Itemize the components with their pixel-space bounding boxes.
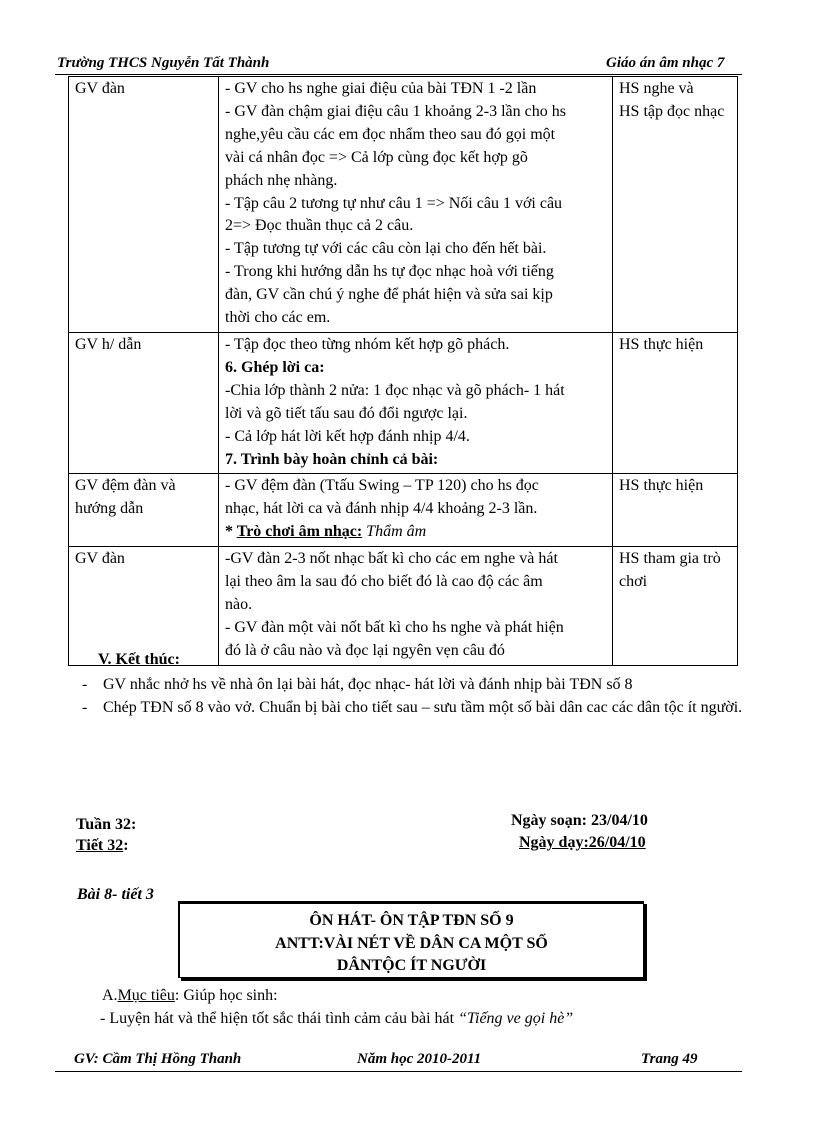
student-activity-cell: [613, 332, 738, 473]
teacher-activity: GV h/ dẫn: [75, 335, 142, 353]
game-name: Thẩm âm: [362, 523, 427, 541]
content-cell: [219, 77, 613, 333]
period-label: [76, 837, 129, 855]
content-line: nào.: [225, 595, 253, 613]
game-bullet: *: [225, 523, 237, 541]
objectives-rest: : Giúp học sinh:: [174, 987, 278, 1004]
content-cell: [219, 332, 613, 473]
teacher-activity: GV đệm đàn và: [75, 477, 176, 495]
table-row: [69, 547, 738, 666]
section-heading-trinh-bay: 7. Trình bày hoàn chỉnh cả bài:: [225, 450, 439, 468]
lesson-table: [68, 76, 738, 666]
student-activity: HS tập đọc nhạc: [619, 102, 725, 120]
student-activity-cell: [613, 474, 738, 547]
student-activity: HS thực hiện: [619, 335, 704, 353]
teacher-activity-cell: [69, 547, 219, 666]
teaching-date: Ngày dạy:26/04/10: [519, 834, 646, 851]
objectives-heading: [102, 987, 278, 1005]
header-rule: [55, 74, 742, 75]
content-line: - Tập đọc theo từng nhóm kết hợp gõ phách.: [225, 335, 510, 353]
student-activity-cell: [613, 547, 738, 666]
game-line: [225, 521, 606, 544]
content-line: lời và gõ tiết tấu sau đó đổi ngược lại.: [225, 404, 468, 422]
content-line: nghe,yêu cầu các em đọc nhẩm theo sau đó gọi một: [225, 125, 556, 143]
game-label: Trò chơi âm nhạc:: [236, 523, 363, 541]
content-line: 2=> Đọc thuần thục cả 2 câu.: [225, 217, 414, 235]
section-heading-ghep-loi-ca: 6. Ghép lời ca:: [225, 358, 325, 376]
content-line: thời cho các em.: [225, 309, 331, 327]
student-activity: HS thực hiện: [619, 477, 704, 495]
content-line: -Chia lớp thành 2 nửa: 1 đọc nhạc và gõ phách- 1 hát: [225, 381, 565, 399]
table-row: [69, 332, 738, 473]
lesson-number: Bài 8- tiết 3: [77, 886, 154, 903]
teacher-activity-cell: [69, 77, 219, 333]
content-line: -GV đàn 2-3 nốt nhạc bất kì cho các em nghe và hát: [225, 550, 558, 568]
content-line: - Tập tương tự với các câu còn lại cho đến hết bài.: [225, 240, 547, 258]
ket-thuc-heading: [98, 651, 180, 669]
table-row: [69, 77, 738, 333]
objectives-prefix: A.: [102, 987, 118, 1004]
lesson-title-line: ÔN HÁT- ÔN TẬP TĐN SỐ 9: [309, 912, 514, 929]
objectives-label: Mục tiêu: [117, 987, 175, 1004]
list-item: - Chép TĐN số 8 vào vở. Chuẩn bị bài cho tiết sau – sưu tầm một số bài dân cac các dân tộc ít người.: [78, 696, 758, 719]
header-subject: Giáo án âm nhạc 7: [606, 55, 725, 71]
teacher-activity-cell: [69, 474, 219, 547]
content-line: - Cả lớp hát lời kết hợp đánh nhịp 4/4.: [225, 427, 470, 445]
footer-teacher: GV: Cầm Thị Hồng Thanh: [74, 1051, 242, 1067]
content-line: - GV cho hs nghe giai điệu của bài TĐN 1 -2 lần: [225, 80, 537, 97]
footer-rule: [55, 1071, 742, 1072]
teacher-activity: GV đàn: [75, 80, 125, 97]
lesson-title-line: DÂNTỘC ÍT NGƯỜI: [336, 957, 487, 974]
list-item: - GV nhắc nhở hs về nhà ôn lại bài hát, đọc nhạc- hát lời và đánh nhịp bài TĐN số 8: [78, 673, 758, 696]
content-line: phách nhẹ nhàng.: [225, 171, 338, 189]
lesson-title-line: ANTT:VÀI NÉT VỀ DÂN CA MỘT SỐ: [275, 934, 548, 952]
teacher-activity-cell: [69, 332, 219, 473]
content-line: lại theo âm la sau đó cho biết đó là cao độ các âm: [225, 573, 543, 591]
prepared-date: Ngày soạn: 23/04/10: [511, 812, 648, 829]
footer-page: Trang 49: [641, 1051, 698, 1067]
content-line: - Tập câu 2 tương tự như câu 1 => Nối câu 1 với câu: [225, 194, 563, 212]
ket-thuc-number: V.: [98, 651, 116, 668]
week-label: Tuần 32:: [76, 816, 137, 833]
student-activity: HS nghe và: [619, 80, 694, 97]
period-colon: :: [123, 837, 129, 854]
content-line: đó là ở câu nào và đọc lại ngyên vẹn câu đó: [225, 641, 505, 659]
content-line: - GV đàn chậm giai điệu câu 1 khoảng 2-3 lần cho hs: [225, 102, 566, 120]
lesson-title-box: [178, 901, 644, 978]
period-text: Tiết 32: [76, 837, 124, 854]
content-line: - GV đàn một vài nốt bất kì cho hs nghe và phát hiện: [225, 618, 564, 636]
objective-text: - Luyện hát và thể hiện tốt sắc thái tình cảm cảu bài hát: [100, 1010, 459, 1027]
song-title: “Tiếng ve gọi hè”: [458, 1010, 574, 1027]
ket-thuc-list: [78, 673, 758, 719]
table-row: [69, 474, 738, 547]
content-cell: [219, 547, 613, 666]
teacher-activity: hướng dẫn: [75, 500, 144, 518]
content-cell: [219, 474, 613, 547]
content-line: vài cá nhân đọc => Cả lớp cùng đọc kết hợp gõ: [225, 148, 528, 166]
student-activity: chơi: [619, 573, 648, 591]
content-line: nhạc, hát lời ca và đánh nhịp 4/4 khoảng 2-3 lần.: [225, 500, 538, 518]
ket-thuc-title: Kết thúc:: [115, 651, 180, 668]
content-line: - Trong khi hướng dẫn hs tự đọc nhạc hoà với tiếng: [225, 263, 554, 281]
teacher-activity: GV đàn: [75, 550, 125, 568]
student-activity: HS tham gia trò: [619, 550, 721, 568]
content-line: đàn, GV cần chú ý nghe để phát hiện và sửa sai kịp: [225, 286, 553, 304]
content-line: - GV đệm đàn (Ttấu Swing – TP 120) cho hs đọc: [225, 477, 539, 495]
student-activity-cell: [613, 77, 738, 333]
header-school: Trường THCS Nguyễn Tất Thành: [57, 55, 270, 71]
footer-year: Năm học 2010-2011: [357, 1051, 482, 1067]
objective-line: [100, 1010, 573, 1028]
